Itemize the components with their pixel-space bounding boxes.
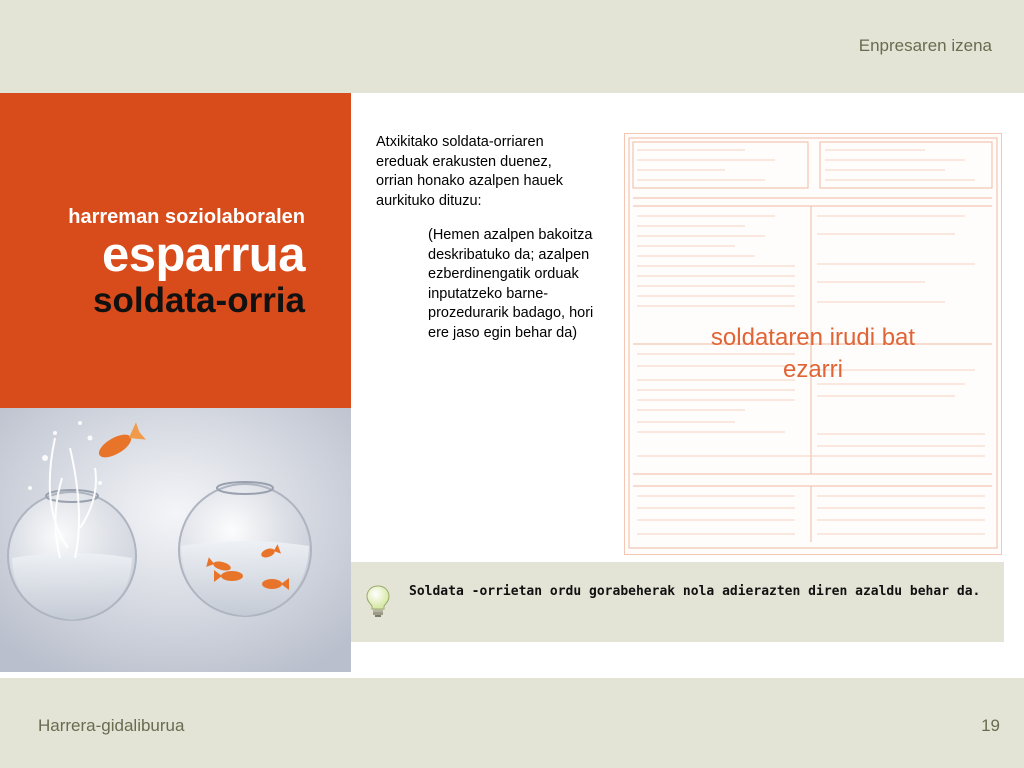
lightbulb-icon (365, 584, 391, 618)
note-text: (Hemen azalpen bakoitza deskribatuko da; azalpen ezberdinengatik orduak inputatzeko barne-prozedurarik badago, hori ere jaso egin behar da) (428, 227, 594, 341)
header-band (0, 0, 1024, 93)
payslip-overlay-text (625, 322, 1001, 386)
footer-band (0, 678, 1024, 768)
title-panel (0, 93, 351, 408)
company-name: Enpresaren izena (858, 36, 992, 55)
fishbowl-image (0, 408, 351, 672)
fishbowl-illustration (0, 408, 351, 672)
tip-text: Soldata -orrietan ordu gorabeherak nola adierazten diren azaldu behar da. (409, 584, 981, 599)
tip-box (351, 562, 1004, 642)
overlay-line-2: ezarri (782, 356, 843, 383)
footer-title: Harrera-gidaliburua (38, 716, 185, 735)
overlay-line-1: soldataren irudi bat (710, 324, 916, 351)
intro-text: Atxikitako soldata-orriaren ereduak erakusten duenez, orrian honako azalpen hauek aurkituko dituzu: (376, 134, 564, 209)
title-main: esparrua (101, 228, 305, 282)
title-subtitle: harreman soziolaboralen (68, 206, 305, 228)
title-section: soldata-orria (93, 281, 305, 320)
page-number: 19 (981, 716, 1000, 735)
payslip-placeholder (624, 133, 1002, 555)
